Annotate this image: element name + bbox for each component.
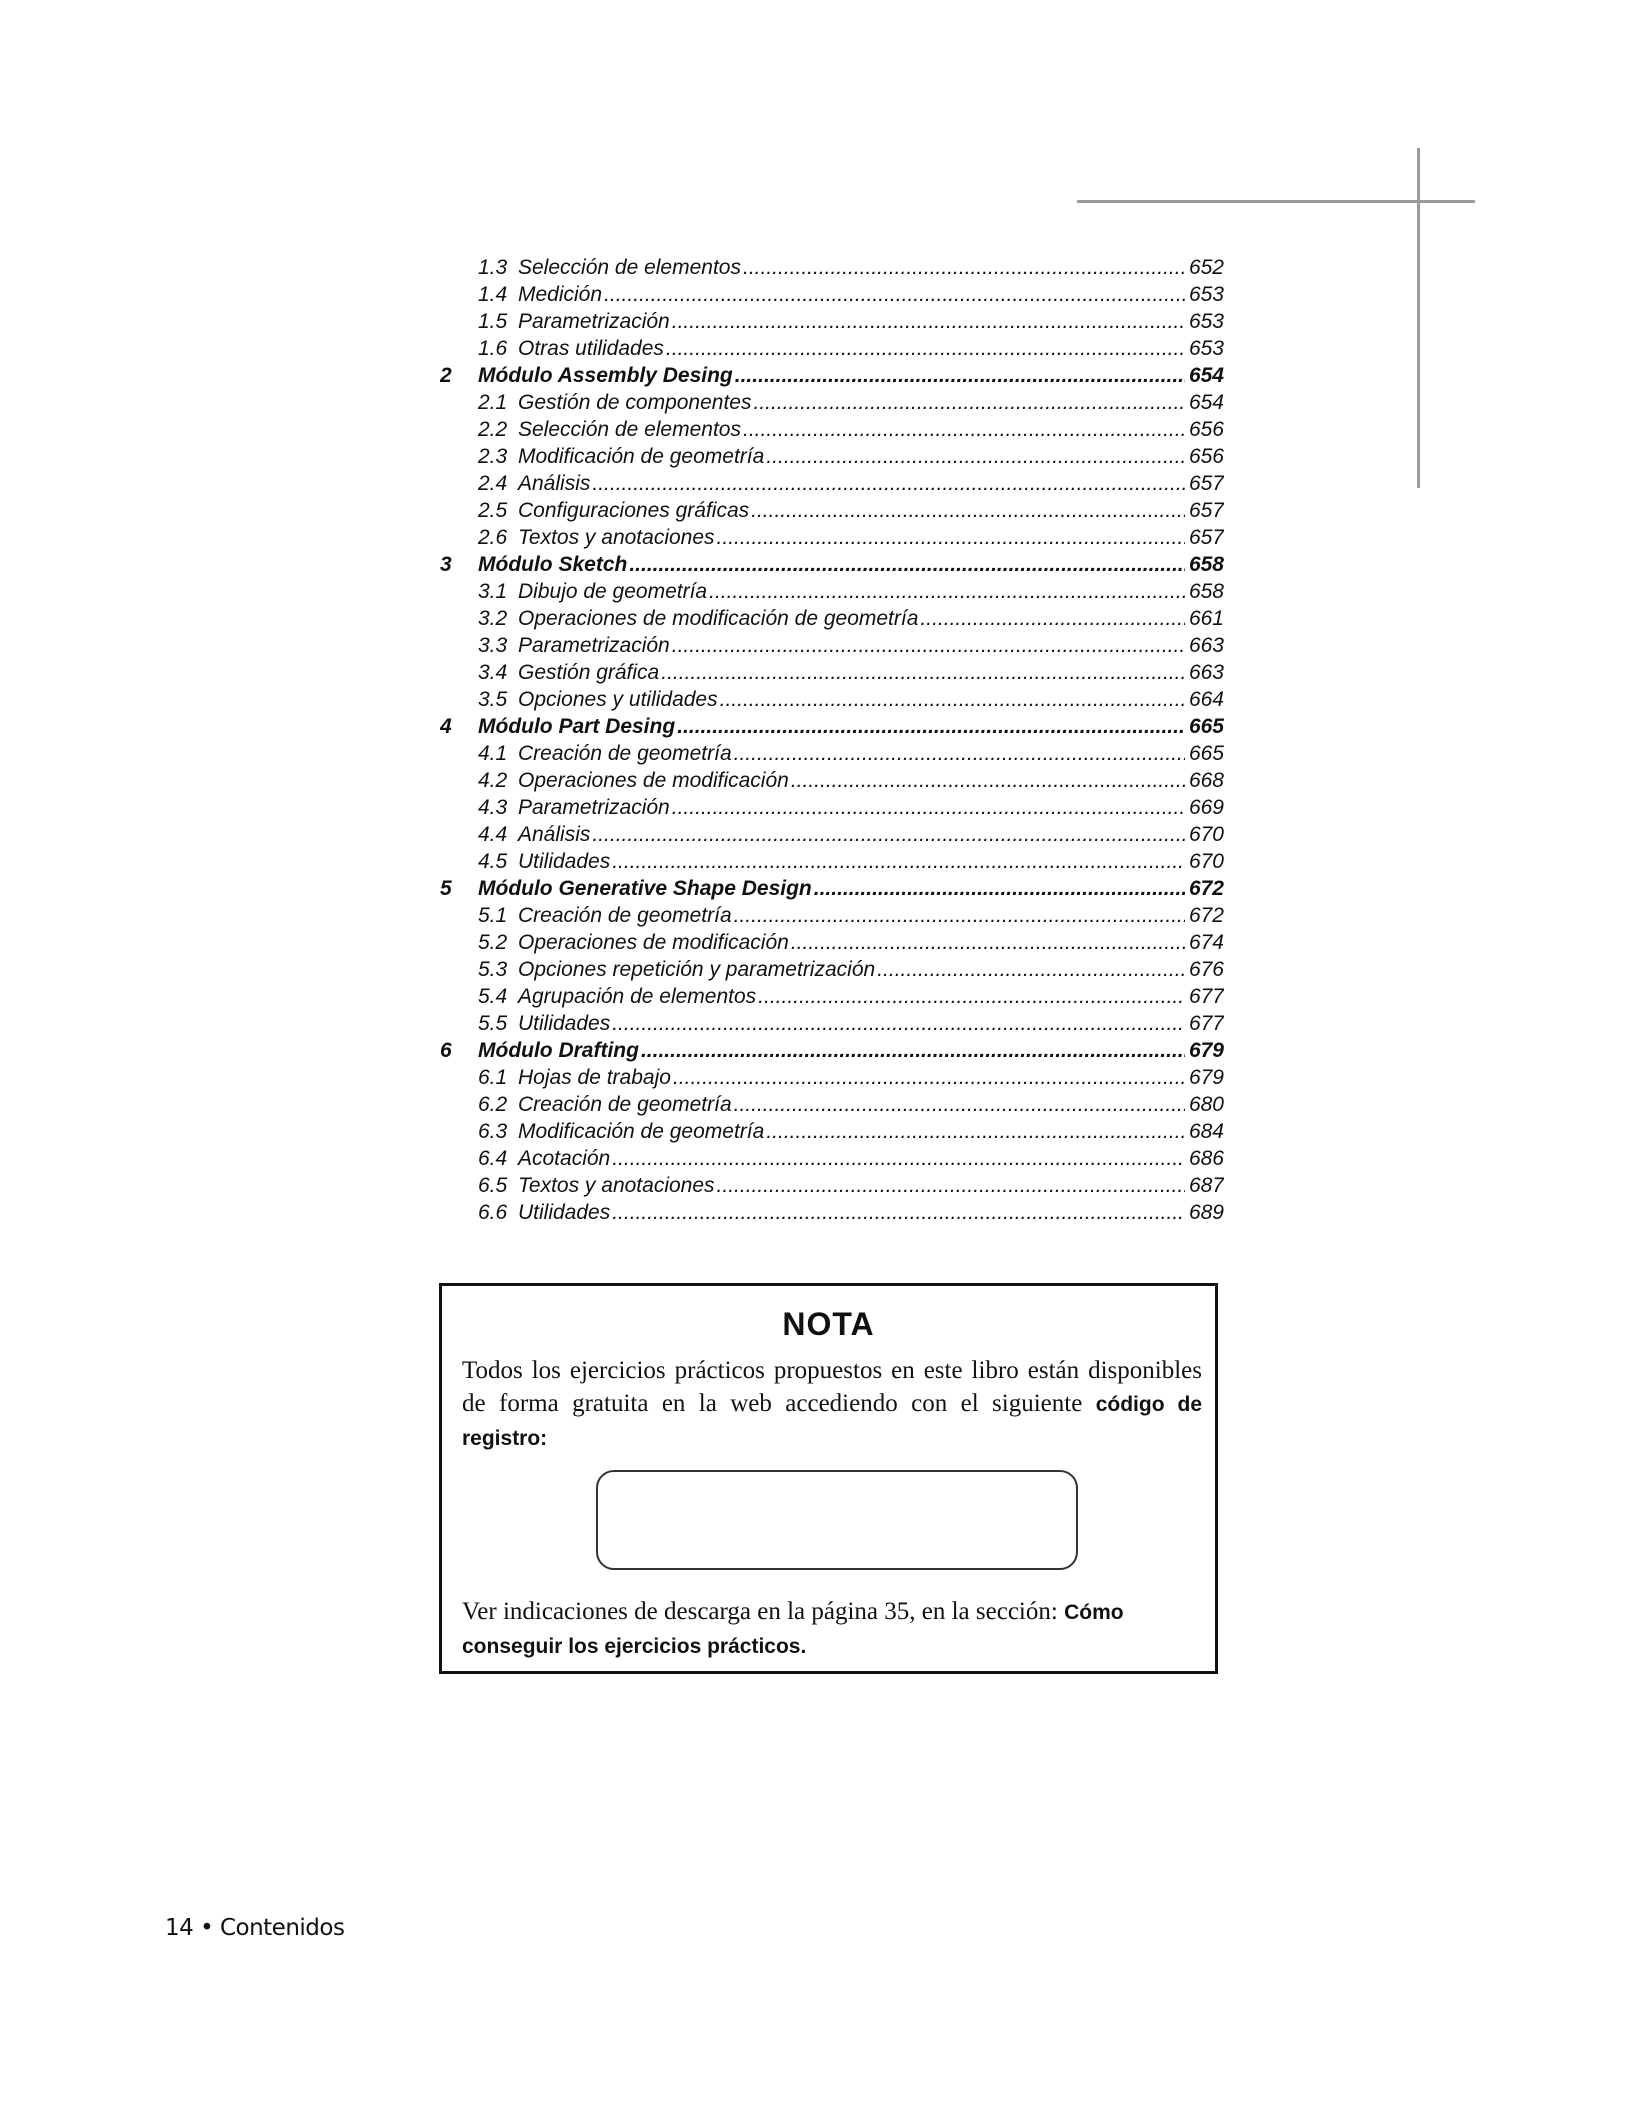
toc-section-row xyxy=(440,578,1224,605)
toc-chapter-row xyxy=(440,713,1224,740)
toc-page-number: 654 xyxy=(1188,391,1224,414)
toc-title: Creación de geometría xyxy=(518,742,732,765)
toc-title: Operaciones de modificación xyxy=(518,931,789,954)
toc-page-number: 653 xyxy=(1188,337,1224,360)
toc-page-number: 657 xyxy=(1188,499,1224,522)
toc-number: 2.2 xyxy=(478,418,508,441)
toc-section-row xyxy=(440,443,1224,470)
toc-section-row xyxy=(440,335,1224,362)
toc-title: Textos y anotaciones xyxy=(518,1174,715,1197)
toc-number: 3.3 xyxy=(478,634,508,657)
toc-title: Medición xyxy=(518,283,603,306)
toc-dot-leader xyxy=(673,1064,1185,1091)
toc-title: Parametrización xyxy=(518,310,670,333)
toc-dot-leader xyxy=(920,605,1185,632)
toc-section-row xyxy=(440,956,1224,983)
toc-number: 6.2 xyxy=(478,1093,508,1116)
toc-dot-leader xyxy=(791,767,1185,794)
crop-mark-vertical xyxy=(1417,148,1420,488)
toc-page-number: 653 xyxy=(1188,310,1224,333)
toc-page-number: 687 xyxy=(1188,1174,1224,1197)
toc-section-row xyxy=(440,416,1224,443)
toc-title: Modificación de geometría xyxy=(518,1120,765,1143)
toc-page-number: 657 xyxy=(1188,526,1224,549)
toc-dot-leader xyxy=(709,578,1185,605)
toc-chapter-row xyxy=(440,362,1224,389)
toc-dot-leader xyxy=(734,902,1185,929)
table-of-contents xyxy=(440,254,1224,1226)
toc-dot-leader xyxy=(612,848,1185,875)
toc-dot-leader xyxy=(720,686,1185,713)
toc-number: 5.5 xyxy=(478,1012,508,1035)
toc-number: 5.1 xyxy=(478,904,508,927)
toc-chapter-row xyxy=(440,551,1224,578)
toc-dot-leader xyxy=(758,983,1185,1010)
toc-dot-leader xyxy=(734,740,1185,767)
toc-dot-leader xyxy=(592,470,1185,497)
toc-dot-leader xyxy=(743,416,1185,443)
toc-dot-leader xyxy=(717,1172,1185,1199)
toc-section-row xyxy=(440,1145,1224,1172)
toc-section-row xyxy=(440,524,1224,551)
toc-dot-leader xyxy=(612,1199,1185,1226)
toc-page-number: 665 xyxy=(1188,742,1224,765)
toc-page-number: 656 xyxy=(1188,418,1224,441)
toc-number: 4.3 xyxy=(478,796,508,819)
toc-number: 3 xyxy=(440,553,452,576)
toc-dot-leader xyxy=(766,1118,1185,1145)
toc-number: 2.6 xyxy=(478,526,508,549)
toc-dot-leader xyxy=(666,335,1185,362)
toc-page-number: 680 xyxy=(1188,1093,1224,1116)
toc-number: 4 xyxy=(440,715,452,738)
toc-page-number: 689 xyxy=(1188,1201,1224,1224)
toc-section-row xyxy=(440,983,1224,1010)
toc-section-row xyxy=(440,740,1224,767)
toc-page-number: 674 xyxy=(1188,931,1224,954)
toc-title: Operaciones de modificación de geometría xyxy=(518,607,919,630)
note-registration-label: código de registro: xyxy=(462,1393,1203,1450)
toc-title: Gestión de componentes xyxy=(518,391,752,414)
toc-page-number: 657 xyxy=(1188,472,1224,495)
toc-number: 6.1 xyxy=(478,1066,508,1089)
toc-title: Agrupación de elementos xyxy=(518,985,757,1008)
toc-page-number: 658 xyxy=(1188,553,1224,576)
toc-dot-leader xyxy=(604,281,1185,308)
toc-page-number: 679 xyxy=(1188,1066,1224,1089)
toc-section-row xyxy=(440,632,1224,659)
toc-title: Textos y anotaciones xyxy=(518,526,715,549)
note-footer-link: Cómo conseguir los ejercicios prácticos. xyxy=(462,1601,1124,1658)
toc-page-number: 677 xyxy=(1188,985,1224,1008)
toc-dot-leader xyxy=(735,362,1185,389)
toc-number: 5 xyxy=(440,877,452,900)
running-footer: 14 • Contenidos xyxy=(165,1915,345,1941)
note-box xyxy=(439,1283,1218,1674)
toc-page-number: 679 xyxy=(1188,1039,1224,1062)
toc-title: Selección de elementos xyxy=(518,256,741,279)
toc-title: Módulo Drafting xyxy=(478,1039,639,1062)
toc-number: 3.2 xyxy=(478,607,508,630)
toc-section-row xyxy=(440,1091,1224,1118)
toc-number: 1.4 xyxy=(478,283,508,306)
toc-page-number: 654 xyxy=(1188,364,1224,387)
toc-section-row xyxy=(440,821,1224,848)
toc-title: Módulo Generative Shape Design xyxy=(478,877,812,900)
toc-number: 4.1 xyxy=(478,742,508,765)
toc-page-number: 653 xyxy=(1188,283,1224,306)
toc-dot-leader xyxy=(717,524,1185,551)
registration-code-box xyxy=(596,1470,1078,1570)
toc-number: 3.1 xyxy=(478,580,508,603)
toc-page-number: 665 xyxy=(1188,715,1224,738)
toc-number: 5.2 xyxy=(478,931,508,954)
toc-section-row xyxy=(440,497,1224,524)
toc-page-number: 670 xyxy=(1188,823,1224,846)
toc-title: Utilidades xyxy=(518,850,611,873)
toc-dot-leader xyxy=(743,254,1185,281)
toc-title: Parametrización xyxy=(518,796,670,819)
toc-number: 2.3 xyxy=(478,445,508,468)
toc-dot-leader xyxy=(672,308,1185,335)
toc-page-number: 686 xyxy=(1188,1147,1224,1170)
toc-section-row xyxy=(440,1172,1224,1199)
toc-number: 6.5 xyxy=(478,1174,508,1197)
toc-section-row xyxy=(440,794,1224,821)
toc-section-row xyxy=(440,1064,1224,1091)
toc-section-row xyxy=(440,686,1224,713)
toc-section-row xyxy=(440,470,1224,497)
toc-title: Hojas de trabajo xyxy=(518,1066,671,1089)
toc-number: 4.2 xyxy=(478,769,508,792)
toc-title: Operaciones de modificación xyxy=(518,769,789,792)
toc-page-number: 684 xyxy=(1188,1120,1224,1143)
toc-dot-leader xyxy=(641,1037,1185,1064)
toc-dot-leader xyxy=(592,821,1185,848)
toc-page-number: 661 xyxy=(1188,607,1224,630)
toc-title: Análisis xyxy=(518,472,591,495)
toc-title: Creación de geometría xyxy=(518,1093,732,1116)
toc-dot-leader xyxy=(672,794,1185,821)
toc-dot-leader xyxy=(677,713,1185,740)
toc-number: 3.4 xyxy=(478,661,508,684)
toc-dot-leader xyxy=(734,1091,1185,1118)
toc-title: Dibujo de geometría xyxy=(518,580,708,603)
toc-dot-leader xyxy=(612,1145,1185,1172)
toc-number: 2.5 xyxy=(478,499,508,522)
toc-dot-leader xyxy=(814,875,1185,902)
toc-page-number: 664 xyxy=(1188,688,1224,711)
toc-section-row xyxy=(440,1118,1224,1145)
toc-number: 3.5 xyxy=(478,688,508,711)
toc-dot-leader xyxy=(661,659,1185,686)
toc-title: Selección de elementos xyxy=(518,418,741,441)
toc-title: Otras utilidades xyxy=(518,337,664,360)
toc-title: Opciones repetición y parametrización xyxy=(518,958,876,981)
toc-number: 6.4 xyxy=(478,1147,508,1170)
toc-dot-leader xyxy=(629,551,1185,578)
toc-page-number: 672 xyxy=(1188,877,1224,900)
toc-page-number: 669 xyxy=(1188,796,1224,819)
toc-title: Configuraciones gráficas xyxy=(518,499,750,522)
toc-page-number: 663 xyxy=(1188,661,1224,684)
toc-number: 1.3 xyxy=(478,256,508,279)
toc-number: 4.5 xyxy=(478,850,508,873)
toc-number: 6.6 xyxy=(478,1201,508,1224)
toc-number: 4.4 xyxy=(478,823,508,846)
toc-title: Módulo Sketch xyxy=(478,553,628,576)
toc-number: 1.5 xyxy=(478,310,508,333)
toc-dot-leader xyxy=(753,389,1184,416)
toc-section-row xyxy=(440,281,1224,308)
toc-title: Modificación de geometría xyxy=(518,445,765,468)
toc-dot-leader xyxy=(766,443,1185,470)
toc-number: 2.4 xyxy=(478,472,508,495)
toc-title: Acotación xyxy=(518,1147,611,1170)
toc-title: Utilidades xyxy=(518,1012,611,1035)
toc-page-number: 672 xyxy=(1188,904,1224,927)
toc-number: 6 xyxy=(440,1039,452,1062)
toc-page-number: 676 xyxy=(1188,958,1224,981)
toc-page-number: 663 xyxy=(1188,634,1224,657)
note-text xyxy=(462,1354,1202,1455)
toc-section-row xyxy=(440,389,1224,416)
toc-section-row xyxy=(440,605,1224,632)
toc-section-row xyxy=(440,902,1224,929)
toc-title: Parametrización xyxy=(518,634,670,657)
toc-number: 5.4 xyxy=(478,985,508,1008)
toc-dot-leader xyxy=(751,497,1185,524)
toc-dot-leader xyxy=(612,1010,1185,1037)
toc-page-number: 656 xyxy=(1188,445,1224,468)
note-footer xyxy=(462,1595,1202,1663)
note-footer-text: Ver indicaciones de descarga en la página 35, en la sección: xyxy=(462,1598,1058,1625)
toc-title: Módulo Assembly Desing xyxy=(478,364,733,387)
toc-number: 1.6 xyxy=(478,337,508,360)
toc-title: Módulo Part Desing xyxy=(478,715,676,738)
toc-page-number: 658 xyxy=(1188,580,1224,603)
toc-number: 6.3 xyxy=(478,1120,508,1143)
toc-title: Utilidades xyxy=(518,1201,611,1224)
toc-page-number: 677 xyxy=(1188,1012,1224,1035)
toc-number: 2 xyxy=(440,364,452,387)
toc-page-number: 670 xyxy=(1188,850,1224,873)
toc-number: 5.3 xyxy=(478,958,508,981)
toc-title: Opciones y utilidades xyxy=(518,688,718,711)
toc-section-row xyxy=(440,1199,1224,1226)
toc-section-row xyxy=(440,929,1224,956)
toc-number: 2.1 xyxy=(478,391,508,414)
toc-dot-leader xyxy=(877,956,1185,983)
toc-title: Análisis xyxy=(518,823,591,846)
toc-section-row xyxy=(440,848,1224,875)
crop-mark-horizontal xyxy=(1077,200,1475,203)
toc-dot-leader xyxy=(672,632,1185,659)
toc-section-row xyxy=(440,254,1224,281)
toc-page-number: 668 xyxy=(1188,769,1224,792)
toc-chapter-row xyxy=(440,875,1224,902)
toc-section-row xyxy=(440,659,1224,686)
toc-page-number: 652 xyxy=(1188,256,1224,279)
toc-dot-leader xyxy=(791,929,1185,956)
toc-section-row xyxy=(440,767,1224,794)
toc-section-row xyxy=(440,1010,1224,1037)
toc-section-row xyxy=(440,308,1224,335)
note-title: NOTA xyxy=(782,1306,875,1342)
toc-chapter-row xyxy=(440,1037,1224,1064)
toc-title: Gestión gráfica xyxy=(518,661,660,684)
toc-title: Creación de geometría xyxy=(518,904,732,927)
note-body: Todos los ejercicios prácticos propuestos en este libro están disponibles de forma gratuita en la web accediendo con el siguiente xyxy=(462,1357,1202,1417)
